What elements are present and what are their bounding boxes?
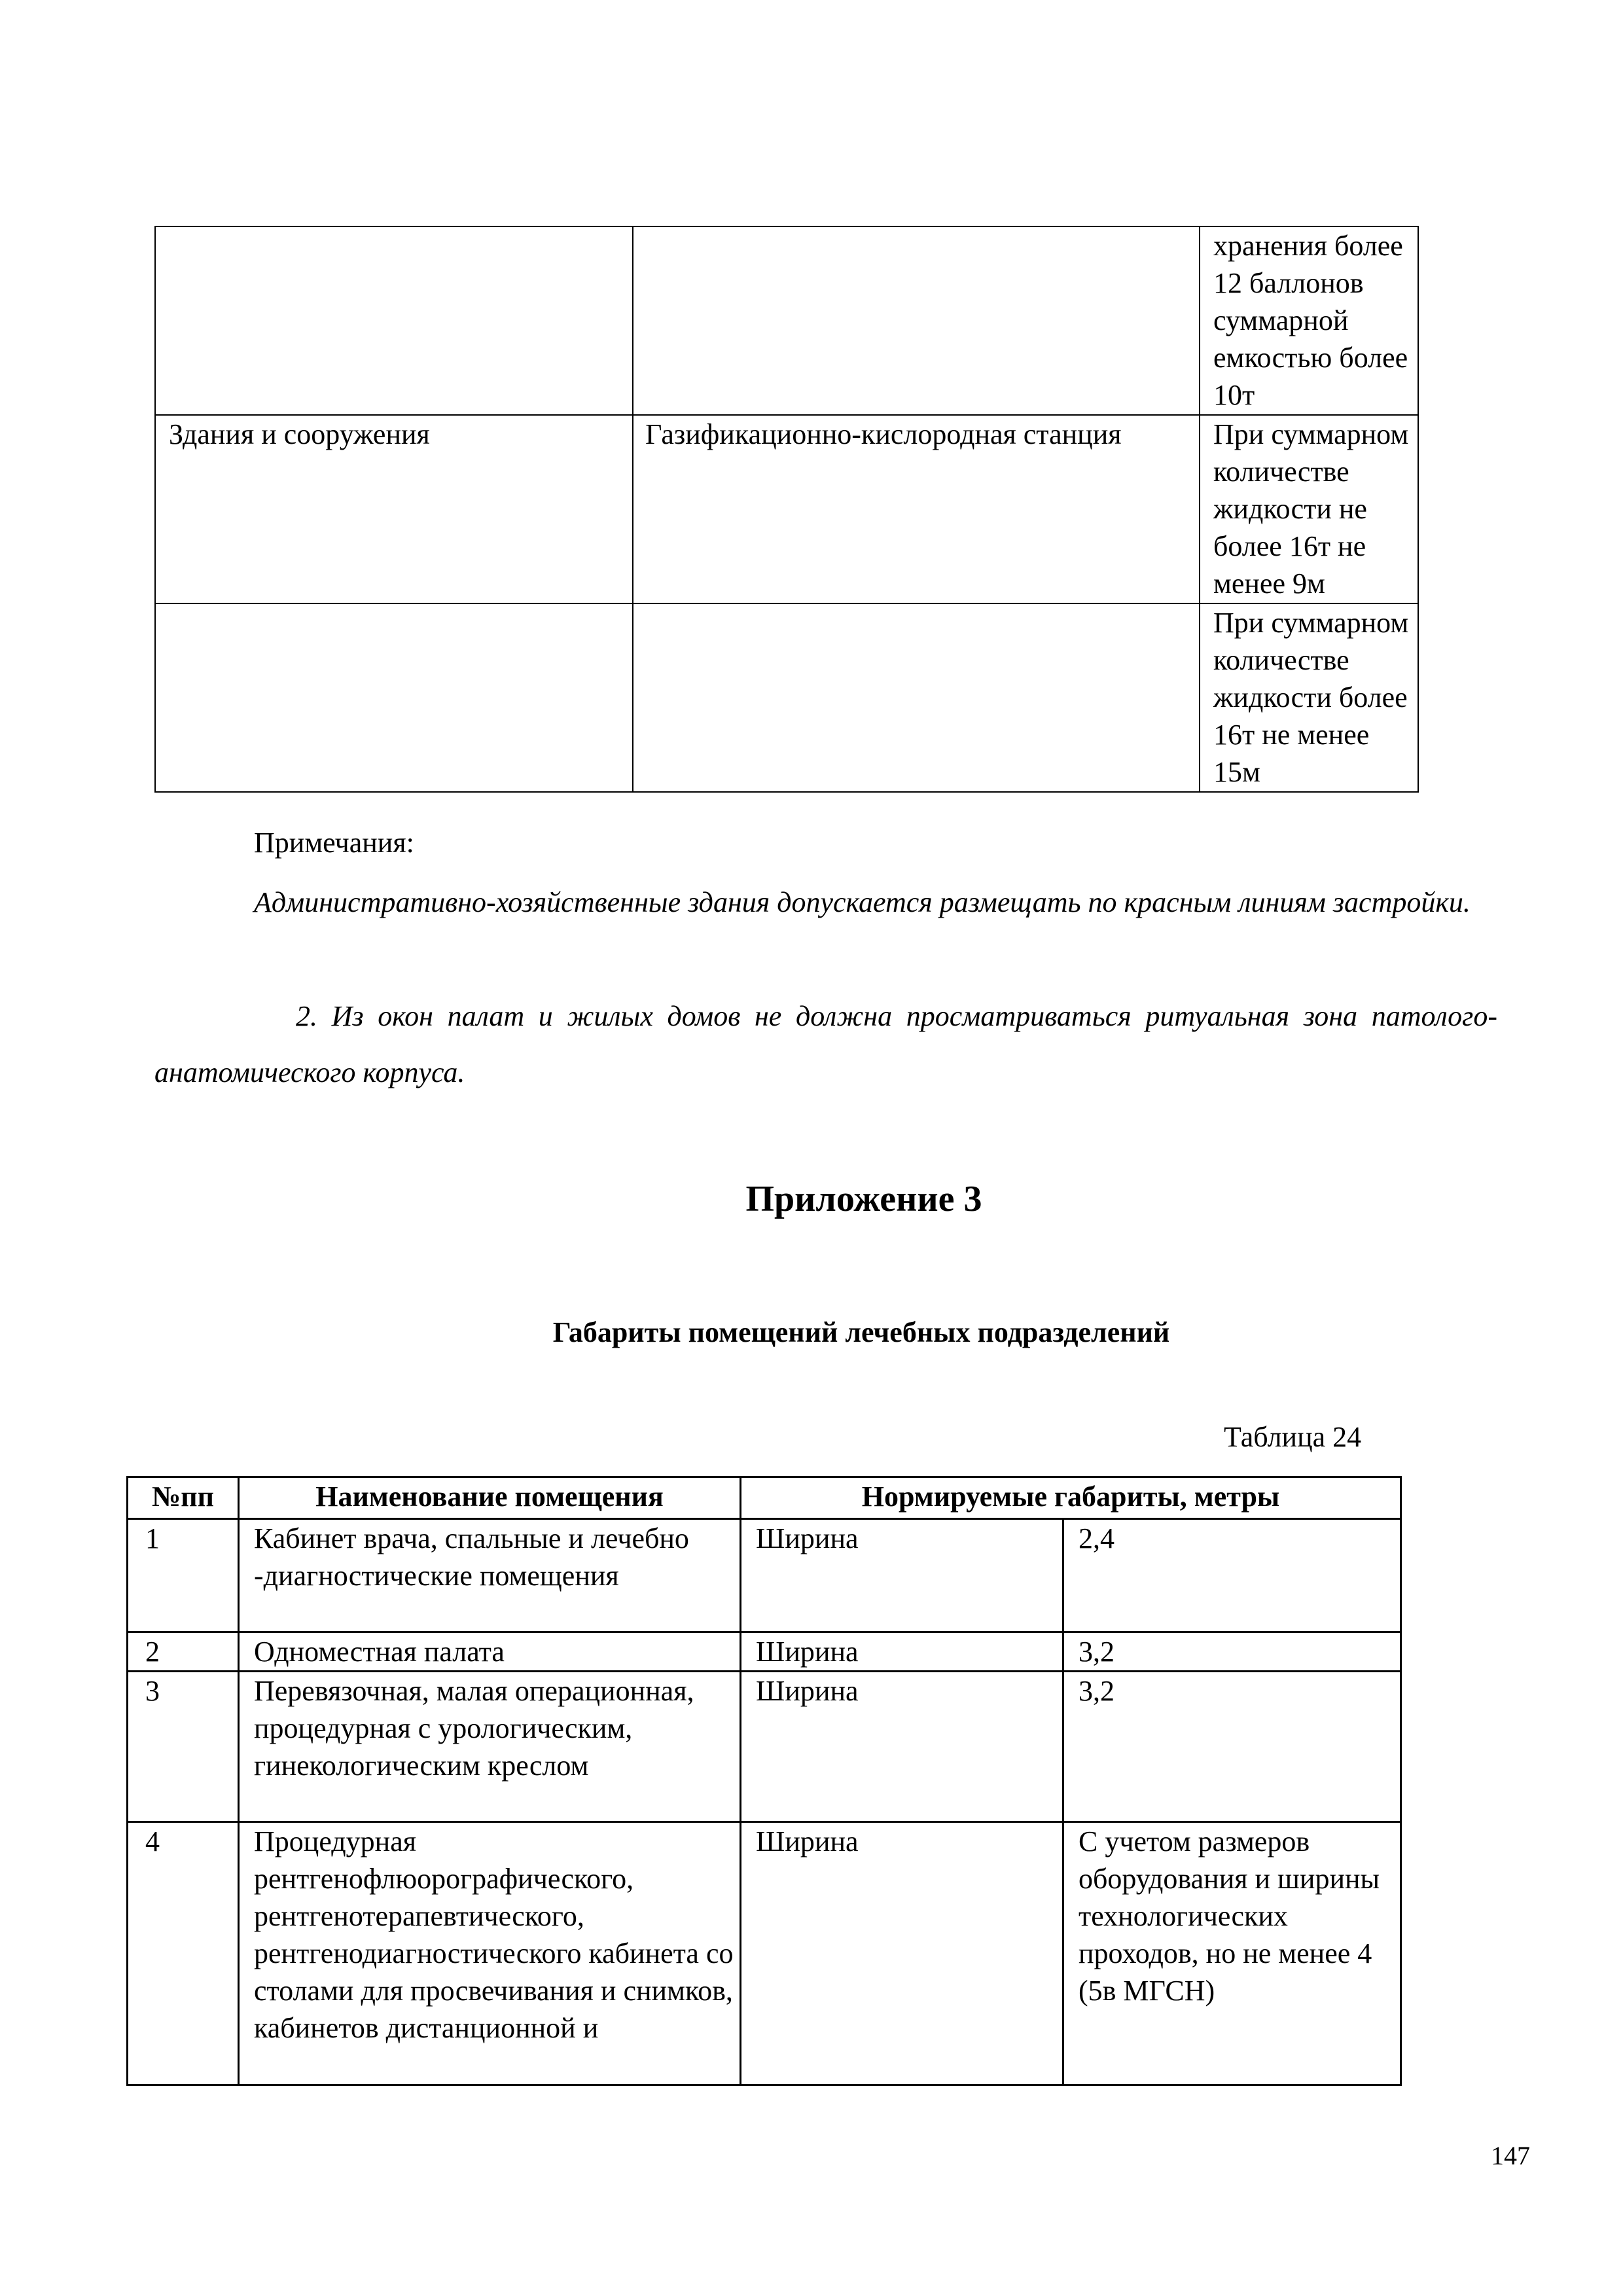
row-num: 2	[128, 1632, 239, 1672]
table-row	[128, 1632, 1401, 1672]
cell: При суммарном количестве жидкости более 16т не менее 15м	[1200, 603, 1418, 792]
top-table	[154, 226, 1419, 793]
header-num: №пп	[128, 1477, 239, 1519]
note-2-text: 2. Из окон палат и жилых домов не должна просматриваться ритуальная зона патолого-анатомического корпуса.	[154, 1000, 1497, 1088]
cell: Газификационно-кислородная станция	[633, 415, 1200, 603]
cell	[633, 603, 1200, 792]
main-table	[126, 1476, 1402, 2086]
cell: При суммарном количестве жидкости не более 16т не менее 9м	[1200, 415, 1418, 603]
table-row	[128, 1822, 1401, 2085]
note-1-text: Административно-хозяйственные здания допускается размещать по красным линиям застройки.	[254, 886, 1471, 918]
row-name: Одноместная палата	[239, 1632, 741, 1672]
cell: хранения более 12 баллонов суммарной емкостью более 10т	[1200, 226, 1418, 415]
table-row	[155, 226, 1418, 415]
appendix-subtitle: Габариты помещений лечебных подразделений	[552, 1316, 1170, 1348]
header-row	[128, 1477, 1401, 1519]
row-num: 1	[128, 1519, 239, 1632]
table-row	[155, 603, 1418, 792]
table-label: Таблица 24	[1224, 1421, 1362, 1453]
row-num: 3	[128, 1672, 239, 1822]
table-row	[128, 1672, 1401, 1822]
header-dims: Нормируемые габариты, метры	[741, 1477, 1401, 1519]
row-value: 3,2	[1063, 1632, 1401, 1672]
row-param: Ширина	[741, 1672, 1063, 1822]
appendix-title: Приложение 3	[745, 1179, 982, 1219]
cell	[633, 226, 1200, 415]
row-name: Кабинет врача, спальные и лечебно -диагностические помещения	[239, 1519, 741, 1632]
row-value: С учетом размеров оборудования и ширины технологических проходов, но не менее 4 (5в МГСН)	[1063, 1822, 1401, 2085]
row-name: Перевязочная, малая операционная, процедурная с урологическим, гинекологическим креслом	[239, 1672, 741, 1822]
note-1	[154, 874, 1563, 931]
row-param: Ширина	[741, 1822, 1063, 2085]
table-row	[128, 1519, 1401, 1632]
header-name: Наименование помещения	[239, 1477, 741, 1519]
row-num: 4	[128, 1822, 239, 2085]
page-number: 147	[1491, 2141, 1530, 2170]
note-2	[154, 988, 1497, 1101]
row-value: 3,2	[1063, 1672, 1401, 1822]
cell	[155, 603, 633, 792]
notes-title: Примечания:	[254, 827, 414, 859]
table-row	[155, 415, 1418, 603]
row-value: 2,4	[1063, 1519, 1401, 1632]
cell	[155, 226, 633, 415]
row-name: Процедурная рентгенофлюорографического, рентгенотерапевтического, рентгенодиагностического кабинета со столами для просвечивания и снимков, кабинетов дистанционной и	[239, 1822, 741, 2085]
row-param: Ширина	[741, 1519, 1063, 1632]
cell: Здания и сооружения	[155, 415, 633, 603]
row-param: Ширина	[741, 1632, 1063, 1672]
